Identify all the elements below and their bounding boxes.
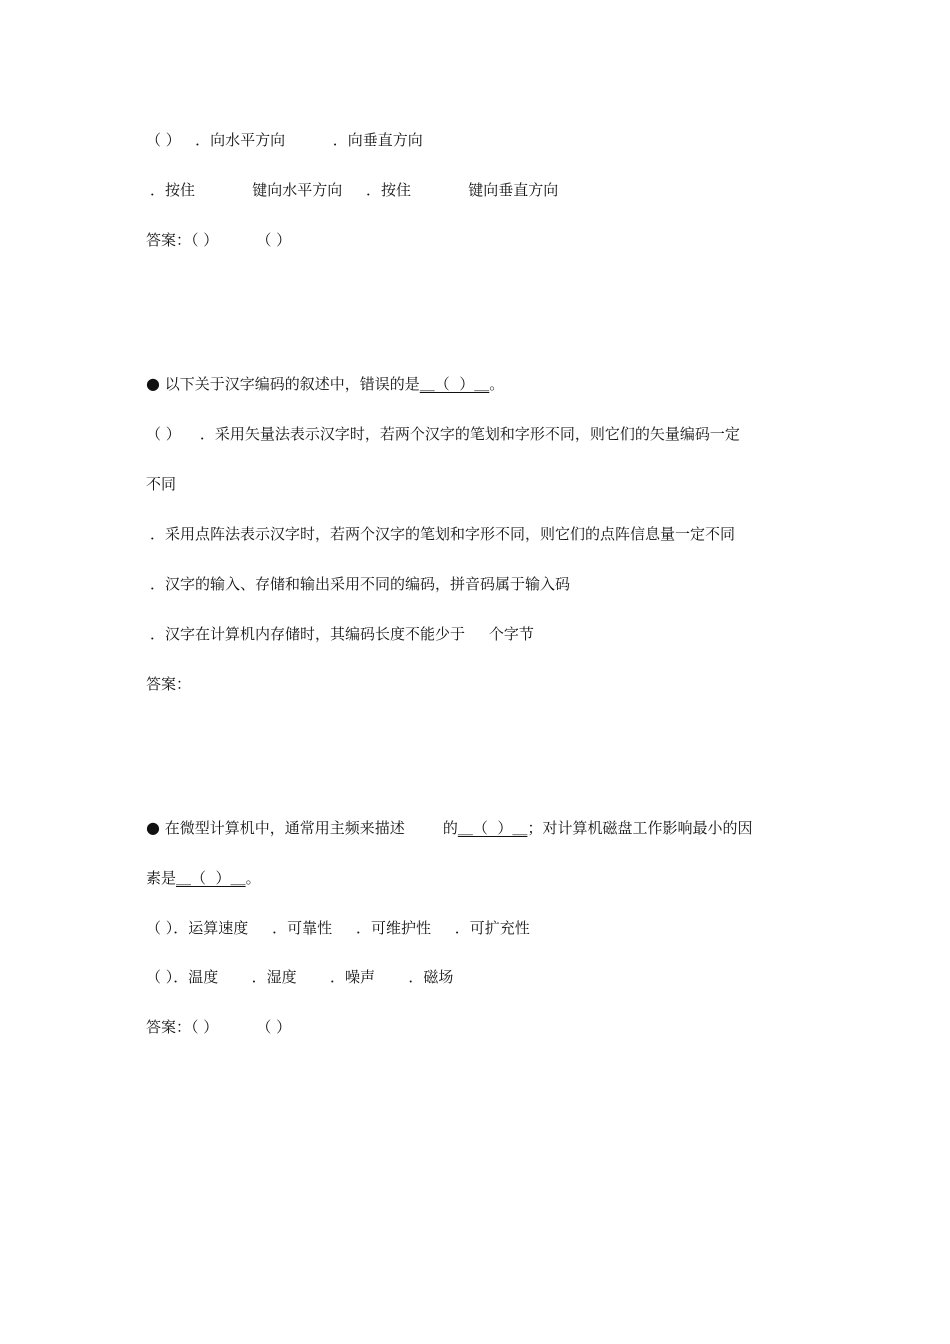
q3-stem-text: 在微型计算机中，通常用主频来描述 的 — [159, 819, 458, 837]
q1-answer: 答案：（ ） （ ） — [146, 231, 292, 249]
q2-stem-text: 以下关于汉字编码的叙述中，错误的是 — [159, 375, 420, 393]
q3-stem-middle: ；对计算机磁盘工作影响最小的因 — [527, 819, 753, 837]
q2-option-b: ．采用点阵法表示汉字时，若两个汉字的笔划和字形不同，则它们的点阵信息量一定不同 — [150, 525, 736, 543]
q2-stem — [146, 374, 504, 394]
q3-options-2: （ ）．温度 ．湿度 ．噪声 ．磁场 — [146, 968, 454, 986]
q2-blank: ＿（ ）＿ — [419, 375, 490, 393]
q2-stem-end: 。 — [489, 375, 505, 393]
bullet-icon: ● — [146, 374, 160, 393]
q2-option-c: ．汉字的输入、存储和输出采用不同的编码，拼音码属于输入码 — [150, 575, 571, 593]
q3-options-1: （ ）．运算速度 ．可靠性 ．可维护性 ．可扩充性 — [146, 919, 530, 937]
q3-stem-line2 — [146, 868, 261, 888]
q3-blank-2: ＿（ ）＿ — [176, 869, 246, 887]
q3-stem-line2-text: 素是 — [146, 869, 177, 887]
q2-option-a-line1: （ ） ．采用矢量法表示汉字时，若两个汉字的笔划和字形不同，则它们的矢量编码一定 — [146, 425, 740, 443]
q3-stem-line1 — [146, 818, 752, 838]
q1-options-line1: （ ） ．向水平方向 ．向垂直方向 — [146, 131, 423, 149]
q3-stem-end: 。 — [245, 869, 261, 887]
bullet-icon: ● — [146, 818, 160, 837]
q3-blank-1: ＿（ ）＿ — [457, 819, 528, 837]
q2-answer: 答案： — [146, 675, 192, 693]
q1-options-line2: ．按住 键向水平方向 ．按住 键向垂直方向 — [150, 181, 559, 199]
q2-option-a-line2: 不同 — [146, 475, 177, 493]
q2-option-d: ．汉字在计算机内存储时，其编码长度不能少于 个字节 — [150, 625, 534, 643]
q3-answer: 答案：（ ） （ ） — [146, 1018, 292, 1036]
